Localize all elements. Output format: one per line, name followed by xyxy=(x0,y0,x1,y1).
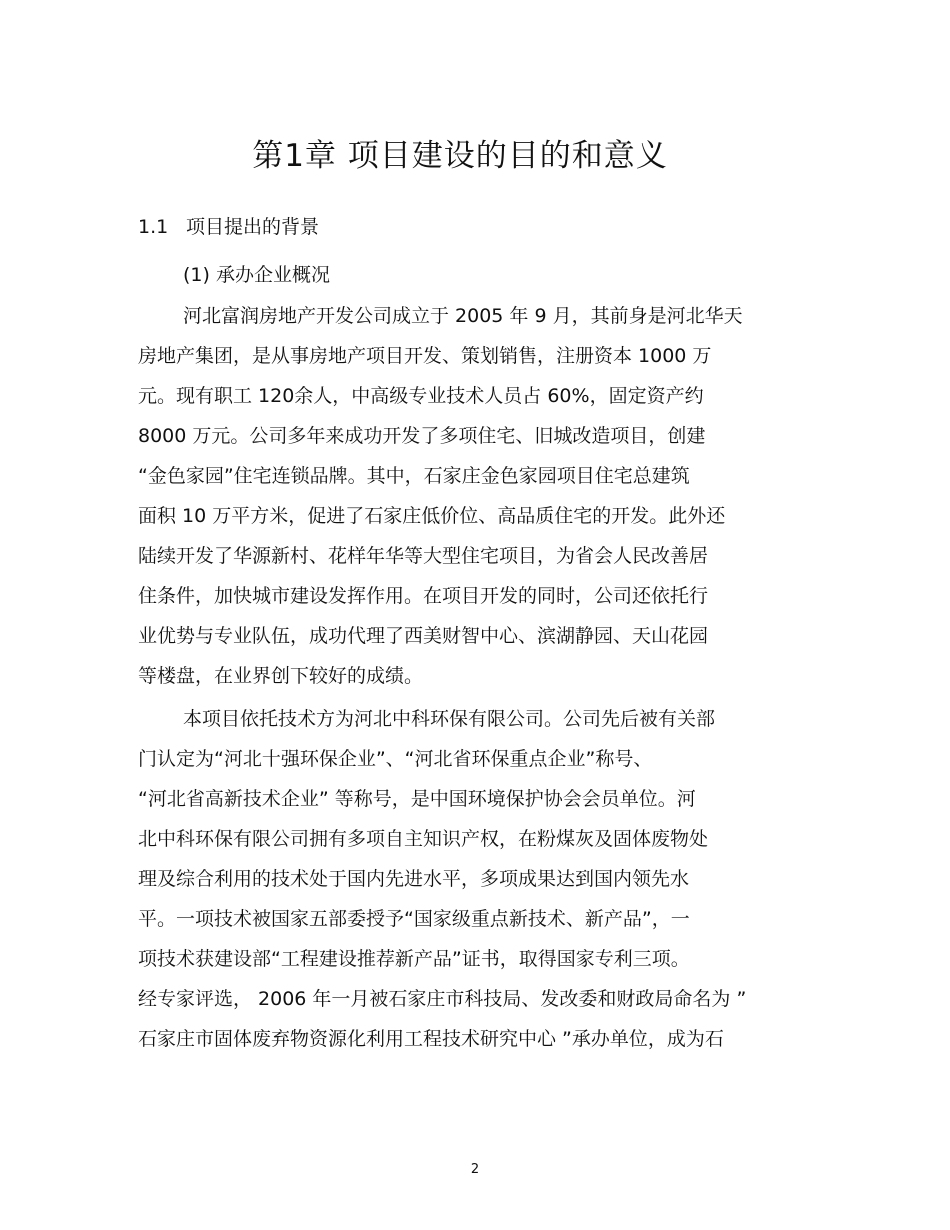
paragraph2-line: 门认定为“河北十强环保企业”、“河北省环保重点企业”称号、 xyxy=(138,748,653,770)
paragraph2-line: 本项目依托技术方为河北中科环保有限公司。公司先后被有关部 xyxy=(183,708,716,730)
paragraph2-line: 北中科环保有限公司拥有多项自主知识产权，在粉煤灰及固体废物处 xyxy=(138,828,709,850)
page-number: 2 xyxy=(470,1162,480,1177)
paragraph1-line: 面积 10 万平方米，促进了石家庄低价位、高品质住宅的开发。此外还 xyxy=(138,505,726,527)
section-title: 项目提出的背景 xyxy=(186,216,320,238)
paragraph2-line: 理及综合利用的技术处于国内先进水平，多项成果达到国内领先水 xyxy=(138,868,690,890)
paragraph2-line: 石家庄市固体废弃物资源化利用工程技术研究中心 ”承办单位，成为石 xyxy=(138,1028,724,1050)
paragraph1-line: 陆续开发了华源新村、花样年华等大型住宅项目，为省会人民改善居 xyxy=(138,545,709,567)
paragraph2-line: 经专家评选， 2006 年一月被石家庄市科技局、发改委和财政局命名为 ” xyxy=(138,988,747,1010)
paragraph1-line: 河北富润房地产开发公司成立于 2005 年 9 月，其前身是河北华天 xyxy=(183,305,743,327)
paragraph1-line: 等楼盘，在业界创下较好的成绩。 xyxy=(138,665,424,687)
paragraph2-line: 项技术获建设部“工程建设推荐新产品”证书，取得国家专利三项。 xyxy=(138,948,690,970)
section-number: 1.1 xyxy=(138,216,169,238)
chapter-title: 第1章 项目建设的目的和意义 xyxy=(252,138,668,174)
paragraph2-line: 平。一项技术被国家五部委授予“国家级重点新技术、新产品”，一 xyxy=(138,908,690,930)
section-heading xyxy=(138,212,319,239)
paragraph2-line: “河北省高新技术企业” 等称号，是中国环境保护协会会员单位。河 xyxy=(138,788,696,810)
paragraph1-line: 住条件，加快城市建设发挥作用。在项目开发的同时，公司还依托行 xyxy=(138,585,709,607)
paragraph1-line: 元。现有职工 120余人，中高级专业技术人员占 60%，固定资产约 xyxy=(138,385,704,407)
paragraph1-line: 房地产集团，是从事房地产项目开发、策划销售，注册资本 1000 万 xyxy=(138,345,712,367)
paragraph1-line: “金色家园”住宅连锁品牌。其中，石家庄金色家园项目住宅总建筑 xyxy=(138,465,690,487)
subsection-heading: (1) 承办企业概况 xyxy=(183,264,330,286)
paragraph1-line: 业优势与专业队伍，成功代理了西美财智中心、滨湖静园、天山花园 xyxy=(138,625,709,647)
paragraph1-line: 8000 万元。公司多年来成功开发了多项住宅、旧城改造项目，创建 xyxy=(138,425,706,447)
